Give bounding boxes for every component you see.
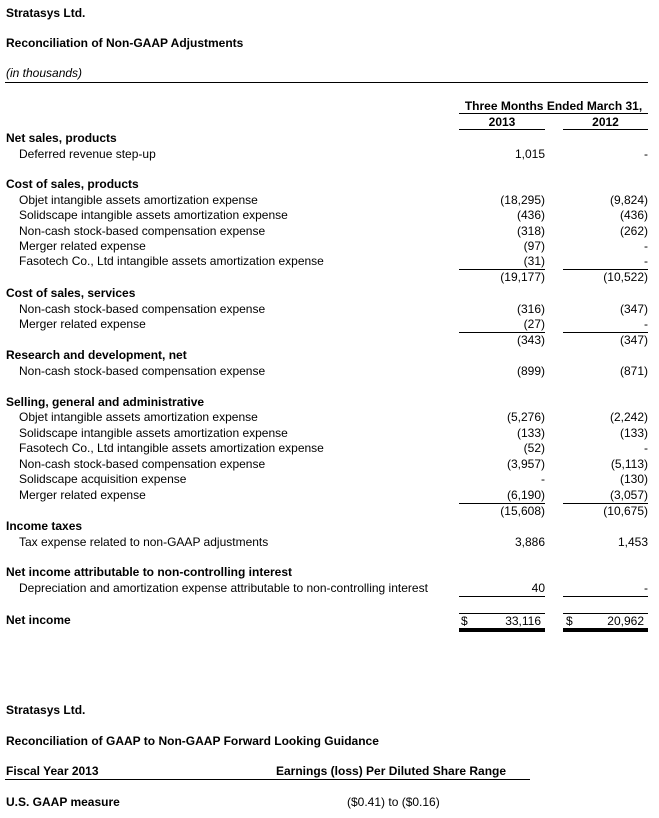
column-header-2013: 2013 [488, 115, 516, 129]
row-label: Tax expense related to non-GAAP adjustments [19, 535, 269, 549]
value-2012: (871) [619, 364, 648, 378]
guidance-column-right: Earnings (loss) Per Diluted Share Range [276, 764, 507, 778]
row-label: Merger related expense [19, 317, 146, 331]
value-2013: (18,295) [500, 193, 545, 207]
period-header: Three Months Ended March 31, [464, 99, 643, 113]
value-2012: (133) [619, 426, 648, 440]
value-2013: 40 [531, 581, 545, 595]
row-label: Objet intangible assets amortization expense [19, 193, 258, 207]
value-2012: (347) [619, 302, 648, 316]
subtotal-rule-2013 [459, 596, 545, 597]
row-label: Non-cash stock-based compensation expense [19, 302, 266, 316]
period-header-rule [459, 113, 648, 114]
value-2012: - [644, 239, 648, 253]
subtotal-2013: (19,177) [500, 270, 545, 284]
net-income-2013: 33,116 [505, 614, 541, 628]
row-label: Objet intangible assets amortization expense [19, 410, 258, 424]
subtotal-2013: (343) [516, 333, 545, 347]
guidance-header-rule [5, 779, 530, 780]
value-2012: - [644, 317, 648, 331]
subtotal-rule-2012 [563, 596, 648, 597]
value-2012: - [644, 581, 648, 595]
value-2013: (27) [523, 317, 545, 331]
row-label: Solidscape acquisition expense [19, 472, 187, 486]
net-income-2012: 20,962 [607, 614, 644, 628]
section-heading: Income taxes [6, 519, 83, 533]
row-label: Fasotech Co., Ltd intangible assets amortization expense [19, 254, 324, 268]
guidance-column-left: Fiscal Year 2013 [6, 764, 99, 778]
value-2012: (436) [619, 208, 648, 222]
section-heading: Net income attributable to non-controlling interest [6, 565, 293, 579]
row-label: Solidscape intangible assets amortization expense [19, 208, 288, 222]
company-name-2: Stratasys Ltd. [6, 703, 86, 717]
net-income-label: Net income [6, 613, 71, 627]
value-2013: (316) [516, 302, 545, 316]
value-2013: 3,886 [514, 535, 545, 549]
column-rule-2012 [563, 129, 648, 130]
currency-symbol-2013: $ [461, 614, 468, 628]
value-2012: - [644, 147, 648, 161]
row-label: Non-cash stock-based compensation expense [19, 457, 266, 471]
value-2012: 1,453 [617, 535, 648, 549]
row-label: Solidscape intangible assets amortization expense [19, 426, 288, 440]
row-label: Non-cash stock-based compensation expense [19, 364, 266, 378]
value-2012: (262) [619, 224, 648, 238]
column-rule-2013 [459, 129, 545, 130]
guidance-row-value: ($0.41) to ($0.16) [347, 795, 440, 809]
row-label: Depreciation and amortization expense attributable to non-controlling interest [19, 581, 428, 595]
subtotal-2012: (10,675) [603, 504, 648, 518]
value-2013: - [541, 472, 545, 486]
value-2012: (130) [619, 472, 648, 486]
subtotal-2012: (347) [619, 333, 648, 347]
row-label: Deferred revenue step-up [19, 147, 156, 161]
row-label: Fasotech Co., Ltd intangible assets amortization expense [19, 441, 324, 455]
header-rule [5, 82, 648, 83]
value-2012: - [644, 254, 648, 268]
value-2013: (3,957) [506, 457, 545, 471]
value-2013: (318) [516, 224, 545, 238]
value-2012: - [644, 441, 648, 455]
value-2013: (6,190) [506, 488, 545, 502]
section-heading: Net sales, products [6, 131, 117, 145]
section-heading: Cost of sales, services [6, 286, 136, 300]
value-2013: (31) [523, 254, 545, 268]
column-header-2012: 2012 [592, 115, 619, 129]
subtotal-2013: (15,608) [500, 504, 545, 518]
subtotal-2012: (10,522) [603, 270, 648, 284]
value-2013: (97) [523, 239, 545, 253]
report-title: Reconciliation of Non-GAAP Adjustments [6, 36, 244, 50]
section-heading: Research and development, net [6, 348, 187, 362]
section-heading: Cost of sales, products [6, 177, 139, 191]
value-2013: (52) [523, 441, 545, 455]
value-2013: (133) [516, 426, 545, 440]
company-name: Stratasys Ltd. [6, 6, 86, 20]
units-note: (in thousands) [6, 66, 83, 80]
value-2012: (9,824) [609, 193, 648, 207]
value-2013: (899) [516, 364, 545, 378]
section-heading: Selling, general and administrative [6, 395, 205, 409]
report-title-2: Reconciliation of GAAP to Non-GAAP Forward Looking Guidance [6, 734, 379, 748]
row-label: Merger related expense [19, 488, 146, 502]
double-rule-2013 [459, 628, 545, 632]
guidance-row-label: U.S. GAAP measure [6, 795, 120, 809]
row-label: Non-cash stock-based compensation expense [19, 224, 266, 238]
value-2012: (5,113) [610, 457, 648, 471]
value-2013: (5,276) [506, 410, 545, 424]
double-rule-2012 [563, 628, 648, 632]
value-2013: (436) [516, 208, 545, 222]
currency-symbol-2012: $ [566, 614, 573, 628]
row-label: Merger related expense [19, 239, 146, 253]
value-2012: (3,057) [609, 488, 648, 502]
value-2012: (2,242) [609, 410, 648, 424]
value-2013: 1,015 [514, 147, 545, 161]
